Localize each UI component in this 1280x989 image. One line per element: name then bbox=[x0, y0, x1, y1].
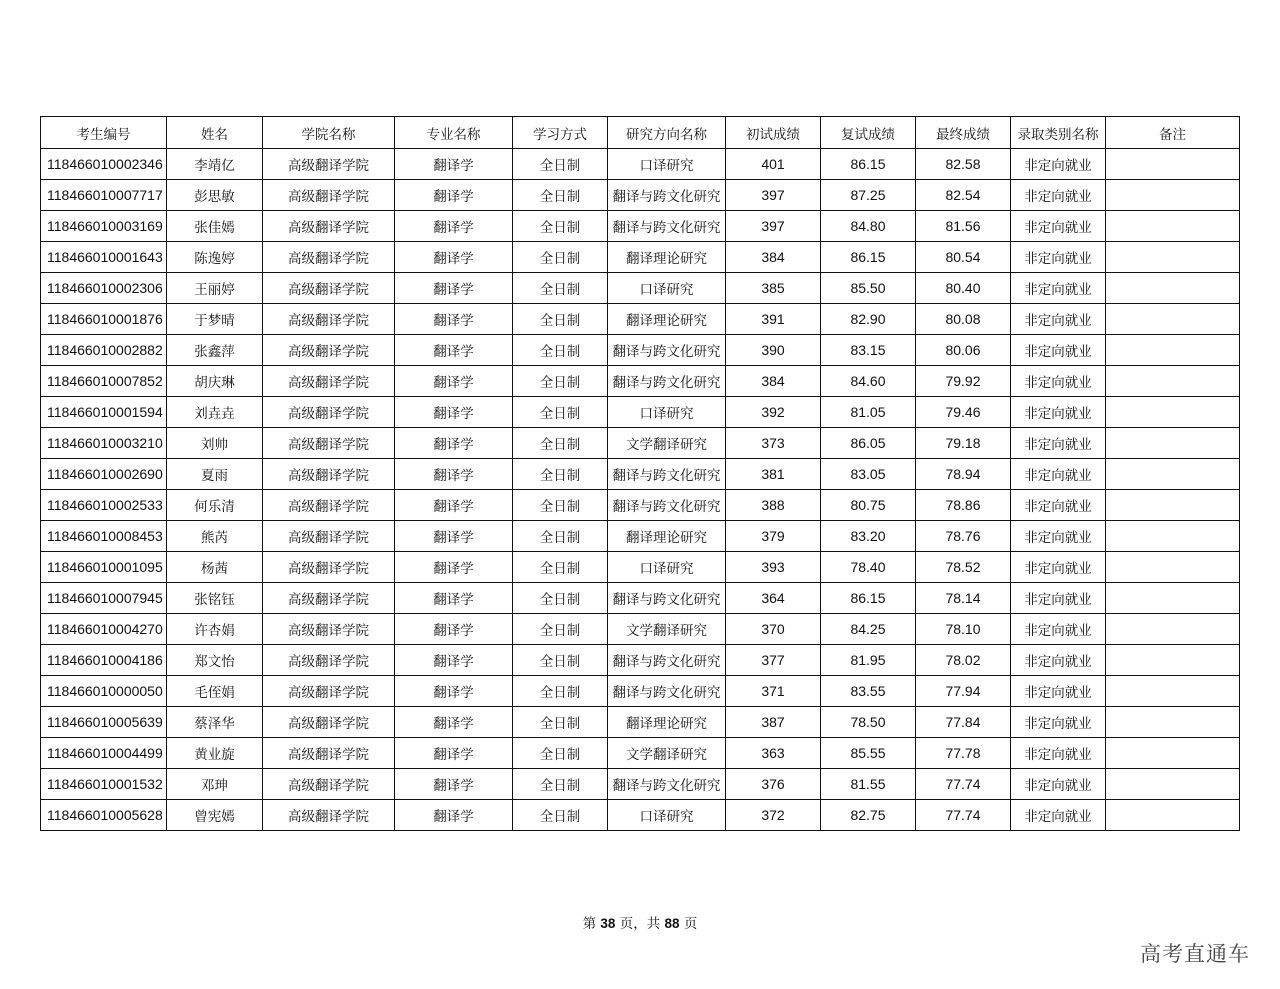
cell-research-direction: 文学翻译研究 bbox=[608, 614, 726, 645]
cell-name: 夏雨 bbox=[167, 459, 263, 490]
cell-initial-score: 388 bbox=[726, 490, 821, 521]
cell-major: 翻译学 bbox=[395, 335, 513, 366]
cell-candidate-id: 118466010001876 bbox=[41, 304, 167, 335]
cell-retest-score: 85.55 bbox=[821, 738, 916, 769]
cell-major: 翻译学 bbox=[395, 800, 513, 831]
cell-study-mode: 全日制 bbox=[513, 738, 608, 769]
cell-college: 高级翻译学院 bbox=[263, 490, 395, 521]
cell-candidate-id: 118466010005639 bbox=[41, 707, 167, 738]
cell-major: 翻译学 bbox=[395, 242, 513, 273]
cell-retest-score: 86.15 bbox=[821, 583, 916, 614]
cell-admission-category: 非定向就业 bbox=[1011, 707, 1106, 738]
cell-college: 高级翻译学院 bbox=[263, 459, 395, 490]
cell-remarks bbox=[1106, 490, 1240, 521]
cell-retest-score: 84.60 bbox=[821, 366, 916, 397]
cell-college: 高级翻译学院 bbox=[263, 149, 395, 180]
cell-admission-category: 非定向就业 bbox=[1011, 149, 1106, 180]
cell-study-mode: 全日制 bbox=[513, 273, 608, 304]
cell-final-score: 77.94 bbox=[916, 676, 1011, 707]
footer-prefix: 第 bbox=[582, 916, 597, 932]
cell-name: 王丽婷 bbox=[167, 273, 263, 304]
cell-initial-score: 387 bbox=[726, 707, 821, 738]
cell-retest-score: 86.05 bbox=[821, 428, 916, 459]
table-row bbox=[41, 149, 1240, 180]
cell-candidate-id: 118466010007852 bbox=[41, 366, 167, 397]
cell-study-mode: 全日制 bbox=[513, 304, 608, 335]
cell-remarks bbox=[1106, 614, 1240, 645]
table-row bbox=[41, 676, 1240, 707]
cell-research-direction: 翻译与跨文化研究 bbox=[608, 490, 726, 521]
cell-admission-category: 非定向就业 bbox=[1011, 645, 1106, 676]
admission-table bbox=[40, 116, 1240, 831]
cell-name: 刘垚垚 bbox=[167, 397, 263, 428]
cell-final-score: 77.84 bbox=[916, 707, 1011, 738]
table-row bbox=[41, 521, 1240, 552]
cell-research-direction: 翻译与跨文化研究 bbox=[608, 645, 726, 676]
cell-admission-category: 非定向就业 bbox=[1011, 676, 1106, 707]
cell-research-direction: 翻译与跨文化研究 bbox=[608, 769, 726, 800]
cell-candidate-id: 118466010002533 bbox=[41, 490, 167, 521]
cell-admission-category: 非定向就业 bbox=[1011, 552, 1106, 583]
cell-remarks bbox=[1106, 769, 1240, 800]
cell-name: 张佳嫣 bbox=[167, 211, 263, 242]
cell-remarks bbox=[1106, 397, 1240, 428]
cell-major: 翻译学 bbox=[395, 614, 513, 645]
cell-retest-score: 81.55 bbox=[821, 769, 916, 800]
cell-major: 翻译学 bbox=[395, 211, 513, 242]
cell-remarks bbox=[1106, 645, 1240, 676]
table-row bbox=[41, 242, 1240, 273]
cell-remarks bbox=[1106, 366, 1240, 397]
cell-final-score: 82.58 bbox=[916, 149, 1011, 180]
cell-study-mode: 全日制 bbox=[513, 676, 608, 707]
cell-study-mode: 全日制 bbox=[513, 707, 608, 738]
cell-name: 熊芮 bbox=[167, 521, 263, 552]
cell-remarks bbox=[1106, 459, 1240, 490]
header-major: 专业名称 bbox=[395, 117, 513, 149]
cell-retest-score: 86.15 bbox=[821, 242, 916, 273]
table-row bbox=[41, 211, 1240, 242]
cell-initial-score: 363 bbox=[726, 738, 821, 769]
cell-final-score: 80.08 bbox=[916, 304, 1011, 335]
cell-initial-score: 393 bbox=[726, 552, 821, 583]
cell-name: 李靖亿 bbox=[167, 149, 263, 180]
cell-retest-score: 82.90 bbox=[821, 304, 916, 335]
cell-study-mode: 全日制 bbox=[513, 242, 608, 273]
cell-initial-score: 381 bbox=[726, 459, 821, 490]
cell-major: 翻译学 bbox=[395, 707, 513, 738]
cell-college: 高级翻译学院 bbox=[263, 738, 395, 769]
cell-remarks bbox=[1106, 149, 1240, 180]
cell-final-score: 78.02 bbox=[916, 645, 1011, 676]
cell-retest-score: 86.15 bbox=[821, 149, 916, 180]
cell-name: 于梦晴 bbox=[167, 304, 263, 335]
cell-major: 翻译学 bbox=[395, 180, 513, 211]
table-row bbox=[41, 738, 1240, 769]
cell-admission-category: 非定向就业 bbox=[1011, 583, 1106, 614]
cell-study-mode: 全日制 bbox=[513, 583, 608, 614]
cell-retest-score: 81.05 bbox=[821, 397, 916, 428]
cell-remarks bbox=[1106, 304, 1240, 335]
cell-candidate-id: 118466010002346 bbox=[41, 149, 167, 180]
cell-major: 翻译学 bbox=[395, 738, 513, 769]
cell-research-direction: 翻译与跨文化研究 bbox=[608, 366, 726, 397]
cell-final-score: 77.78 bbox=[916, 738, 1011, 769]
table-row bbox=[41, 552, 1240, 583]
footer-suffix: 页 bbox=[683, 916, 698, 932]
cell-remarks bbox=[1106, 428, 1240, 459]
cell-initial-score: 373 bbox=[726, 428, 821, 459]
cell-major: 翻译学 bbox=[395, 521, 513, 552]
cell-retest-score: 83.05 bbox=[821, 459, 916, 490]
table-row bbox=[41, 273, 1240, 304]
admission-list-sheet bbox=[40, 116, 1239, 831]
cell-retest-score: 78.40 bbox=[821, 552, 916, 583]
cell-initial-score: 376 bbox=[726, 769, 821, 800]
cell-retest-score: 80.75 bbox=[821, 490, 916, 521]
table-header-row bbox=[41, 117, 1240, 149]
cell-retest-score: 84.80 bbox=[821, 211, 916, 242]
cell-major: 翻译学 bbox=[395, 583, 513, 614]
cell-major: 翻译学 bbox=[395, 273, 513, 304]
footer-middle: 页，共 bbox=[619, 916, 661, 932]
cell-study-mode: 全日制 bbox=[513, 800, 608, 831]
cell-study-mode: 全日制 bbox=[513, 149, 608, 180]
cell-candidate-id: 118466010001532 bbox=[41, 769, 167, 800]
cell-remarks bbox=[1106, 707, 1240, 738]
cell-admission-category: 非定向就业 bbox=[1011, 490, 1106, 521]
cell-initial-score: 385 bbox=[726, 273, 821, 304]
cell-name: 刘帅 bbox=[167, 428, 263, 459]
cell-study-mode: 全日制 bbox=[513, 397, 608, 428]
cell-college: 高级翻译学院 bbox=[263, 552, 395, 583]
cell-college: 高级翻译学院 bbox=[263, 180, 395, 211]
cell-name: 曾宪嫣 bbox=[167, 800, 263, 831]
table-body bbox=[41, 149, 1240, 831]
cell-study-mode: 全日制 bbox=[513, 552, 608, 583]
cell-candidate-id: 118466010005628 bbox=[41, 800, 167, 831]
watermark: 高考直通车 bbox=[1140, 942, 1250, 966]
cell-name: 何乐清 bbox=[167, 490, 263, 521]
cell-candidate-id: 118466010004270 bbox=[41, 614, 167, 645]
cell-name: 邓珅 bbox=[167, 769, 263, 800]
cell-candidate-id: 118466010003210 bbox=[41, 428, 167, 459]
cell-admission-category: 非定向就业 bbox=[1011, 769, 1106, 800]
cell-major: 翻译学 bbox=[395, 149, 513, 180]
cell-name: 毛侄娟 bbox=[167, 676, 263, 707]
cell-retest-score: 84.25 bbox=[821, 614, 916, 645]
table-row bbox=[41, 769, 1240, 800]
cell-major: 翻译学 bbox=[395, 366, 513, 397]
table-row bbox=[41, 800, 1240, 831]
cell-research-direction: 翻译与跨文化研究 bbox=[608, 180, 726, 211]
cell-retest-score: 87.25 bbox=[821, 180, 916, 211]
footer-page-number: 38 bbox=[600, 916, 616, 931]
cell-candidate-id: 118466010004186 bbox=[41, 645, 167, 676]
cell-research-direction: 翻译与跨文化研究 bbox=[608, 676, 726, 707]
cell-name: 张鑫萍 bbox=[167, 335, 263, 366]
cell-final-score: 77.74 bbox=[916, 769, 1011, 800]
cell-study-mode: 全日制 bbox=[513, 366, 608, 397]
cell-name: 蔡泽华 bbox=[167, 707, 263, 738]
header-final-score: 最终成绩 bbox=[916, 117, 1011, 149]
cell-name: 胡庆琳 bbox=[167, 366, 263, 397]
table-row bbox=[41, 397, 1240, 428]
cell-candidate-id: 118466010001643 bbox=[41, 242, 167, 273]
cell-research-direction: 翻译理论研究 bbox=[608, 304, 726, 335]
cell-research-direction: 口译研究 bbox=[608, 800, 726, 831]
cell-admission-category: 非定向就业 bbox=[1011, 800, 1106, 831]
cell-major: 翻译学 bbox=[395, 490, 513, 521]
cell-research-direction: 文学翻译研究 bbox=[608, 428, 726, 459]
cell-college: 高级翻译学院 bbox=[263, 521, 395, 552]
cell-initial-score: 384 bbox=[726, 366, 821, 397]
cell-final-score: 79.46 bbox=[916, 397, 1011, 428]
cell-initial-score: 372 bbox=[726, 800, 821, 831]
cell-college: 高级翻译学院 bbox=[263, 676, 395, 707]
cell-candidate-id: 118466010000050 bbox=[41, 676, 167, 707]
cell-remarks bbox=[1106, 552, 1240, 583]
cell-study-mode: 全日制 bbox=[513, 211, 608, 242]
table-row bbox=[41, 490, 1240, 521]
cell-name: 陈逸婷 bbox=[167, 242, 263, 273]
cell-final-score: 78.94 bbox=[916, 459, 1011, 490]
cell-study-mode: 全日制 bbox=[513, 769, 608, 800]
cell-college: 高级翻译学院 bbox=[263, 211, 395, 242]
cell-candidate-id: 118466010001095 bbox=[41, 552, 167, 583]
cell-remarks bbox=[1106, 180, 1240, 211]
header-initial-score: 初试成绩 bbox=[726, 117, 821, 149]
cell-research-direction: 翻译与跨文化研究 bbox=[608, 211, 726, 242]
table-row bbox=[41, 459, 1240, 490]
cell-initial-score: 384 bbox=[726, 242, 821, 273]
cell-admission-category: 非定向就业 bbox=[1011, 428, 1106, 459]
cell-initial-score: 379 bbox=[726, 521, 821, 552]
cell-final-score: 78.86 bbox=[916, 490, 1011, 521]
cell-final-score: 78.76 bbox=[916, 521, 1011, 552]
cell-research-direction: 口译研究 bbox=[608, 273, 726, 304]
cell-final-score: 79.18 bbox=[916, 428, 1011, 459]
cell-college: 高级翻译学院 bbox=[263, 397, 395, 428]
cell-college: 高级翻译学院 bbox=[263, 428, 395, 459]
cell-admission-category: 非定向就业 bbox=[1011, 242, 1106, 273]
cell-retest-score: 83.55 bbox=[821, 676, 916, 707]
cell-remarks bbox=[1106, 738, 1240, 769]
cell-candidate-id: 118466010003169 bbox=[41, 211, 167, 242]
cell-research-direction: 口译研究 bbox=[608, 552, 726, 583]
cell-initial-score: 364 bbox=[726, 583, 821, 614]
cell-remarks bbox=[1106, 335, 1240, 366]
cell-candidate-id: 118466010001594 bbox=[41, 397, 167, 428]
cell-major: 翻译学 bbox=[395, 428, 513, 459]
cell-candidate-id: 118466010002690 bbox=[41, 459, 167, 490]
cell-research-direction: 翻译理论研究 bbox=[608, 707, 726, 738]
cell-admission-category: 非定向就业 bbox=[1011, 180, 1106, 211]
cell-college: 高级翻译学院 bbox=[263, 366, 395, 397]
table-row bbox=[41, 645, 1240, 676]
cell-remarks bbox=[1106, 583, 1240, 614]
cell-admission-category: 非定向就业 bbox=[1011, 521, 1106, 552]
cell-retest-score: 83.15 bbox=[821, 335, 916, 366]
cell-major: 翻译学 bbox=[395, 676, 513, 707]
cell-admission-category: 非定向就业 bbox=[1011, 304, 1106, 335]
cell-admission-category: 非定向就业 bbox=[1011, 335, 1106, 366]
page-footer bbox=[0, 912, 1280, 932]
cell-final-score: 81.56 bbox=[916, 211, 1011, 242]
table-row bbox=[41, 583, 1240, 614]
cell-major: 翻译学 bbox=[395, 769, 513, 800]
cell-admission-category: 非定向就业 bbox=[1011, 614, 1106, 645]
cell-research-direction: 翻译与跨文化研究 bbox=[608, 335, 726, 366]
cell-college: 高级翻译学院 bbox=[263, 242, 395, 273]
cell-final-score: 80.54 bbox=[916, 242, 1011, 273]
cell-candidate-id: 118466010007945 bbox=[41, 583, 167, 614]
cell-final-score: 78.10 bbox=[916, 614, 1011, 645]
cell-research-direction: 翻译与跨文化研究 bbox=[608, 459, 726, 490]
cell-initial-score: 390 bbox=[726, 335, 821, 366]
cell-name: 杨茜 bbox=[167, 552, 263, 583]
cell-remarks bbox=[1106, 521, 1240, 552]
cell-final-score: 78.14 bbox=[916, 583, 1011, 614]
cell-retest-score: 85.50 bbox=[821, 273, 916, 304]
cell-final-score: 79.92 bbox=[916, 366, 1011, 397]
cell-admission-category: 非定向就业 bbox=[1011, 211, 1106, 242]
table-row bbox=[41, 428, 1240, 459]
cell-remarks bbox=[1106, 242, 1240, 273]
cell-college: 高级翻译学院 bbox=[263, 645, 395, 676]
cell-study-mode: 全日制 bbox=[513, 335, 608, 366]
table-row bbox=[41, 335, 1240, 366]
cell-major: 翻译学 bbox=[395, 552, 513, 583]
cell-candidate-id: 118466010002882 bbox=[41, 335, 167, 366]
cell-name: 郑文怡 bbox=[167, 645, 263, 676]
cell-admission-category: 非定向就业 bbox=[1011, 459, 1106, 490]
cell-initial-score: 370 bbox=[726, 614, 821, 645]
cell-admission-category: 非定向就业 bbox=[1011, 273, 1106, 304]
header-college: 学院名称 bbox=[263, 117, 395, 149]
header-admission-category: 录取类别名称 bbox=[1011, 117, 1106, 149]
cell-retest-score: 81.95 bbox=[821, 645, 916, 676]
cell-study-mode: 全日制 bbox=[513, 428, 608, 459]
cell-study-mode: 全日制 bbox=[513, 180, 608, 211]
cell-candidate-id: 118466010007717 bbox=[41, 180, 167, 211]
cell-college: 高级翻译学院 bbox=[263, 800, 395, 831]
cell-college: 高级翻译学院 bbox=[263, 273, 395, 304]
table-row bbox=[41, 614, 1240, 645]
cell-college: 高级翻译学院 bbox=[263, 614, 395, 645]
header-name: 姓名 bbox=[167, 117, 263, 149]
cell-college: 高级翻译学院 bbox=[263, 707, 395, 738]
cell-college: 高级翻译学院 bbox=[263, 583, 395, 614]
header-research-direction: 研究方向名称 bbox=[608, 117, 726, 149]
cell-college: 高级翻译学院 bbox=[263, 769, 395, 800]
cell-college: 高级翻译学院 bbox=[263, 335, 395, 366]
cell-remarks bbox=[1106, 676, 1240, 707]
cell-admission-category: 非定向就业 bbox=[1011, 397, 1106, 428]
cell-name: 彭思敏 bbox=[167, 180, 263, 211]
header-retest-score: 复试成绩 bbox=[821, 117, 916, 149]
cell-initial-score: 371 bbox=[726, 676, 821, 707]
cell-admission-category: 非定向就业 bbox=[1011, 738, 1106, 769]
cell-research-direction: 口译研究 bbox=[608, 397, 726, 428]
cell-major: 翻译学 bbox=[395, 304, 513, 335]
cell-final-score: 80.40 bbox=[916, 273, 1011, 304]
header-study-mode: 学习方式 bbox=[513, 117, 608, 149]
cell-initial-score: 397 bbox=[726, 211, 821, 242]
cell-major: 翻译学 bbox=[395, 397, 513, 428]
cell-initial-score: 392 bbox=[726, 397, 821, 428]
table-row bbox=[41, 366, 1240, 397]
cell-candidate-id: 118466010008453 bbox=[41, 521, 167, 552]
cell-initial-score: 377 bbox=[726, 645, 821, 676]
cell-study-mode: 全日制 bbox=[513, 459, 608, 490]
cell-initial-score: 397 bbox=[726, 180, 821, 211]
footer-total-pages: 88 bbox=[664, 916, 680, 931]
cell-final-score: 77.74 bbox=[916, 800, 1011, 831]
cell-final-score: 82.54 bbox=[916, 180, 1011, 211]
header-candidate-id: 考生编号 bbox=[41, 117, 167, 149]
cell-admission-category: 非定向就业 bbox=[1011, 366, 1106, 397]
cell-final-score: 78.52 bbox=[916, 552, 1011, 583]
cell-final-score: 80.06 bbox=[916, 335, 1011, 366]
cell-retest-score: 82.75 bbox=[821, 800, 916, 831]
cell-name: 张铭钰 bbox=[167, 583, 263, 614]
cell-remarks bbox=[1106, 800, 1240, 831]
cell-retest-score: 78.50 bbox=[821, 707, 916, 738]
cell-initial-score: 391 bbox=[726, 304, 821, 335]
cell-candidate-id: 118466010002306 bbox=[41, 273, 167, 304]
cell-initial-score: 401 bbox=[726, 149, 821, 180]
cell-remarks bbox=[1106, 211, 1240, 242]
cell-study-mode: 全日制 bbox=[513, 614, 608, 645]
cell-candidate-id: 118466010004499 bbox=[41, 738, 167, 769]
cell-study-mode: 全日制 bbox=[513, 521, 608, 552]
cell-major: 翻译学 bbox=[395, 645, 513, 676]
cell-name: 黄业旋 bbox=[167, 738, 263, 769]
cell-research-direction: 口译研究 bbox=[608, 149, 726, 180]
cell-name: 许杏娟 bbox=[167, 614, 263, 645]
cell-research-direction: 文学翻译研究 bbox=[608, 738, 726, 769]
header-remarks: 备注 bbox=[1106, 117, 1240, 149]
table-row bbox=[41, 707, 1240, 738]
table-row bbox=[41, 304, 1240, 335]
cell-research-direction: 翻译理论研究 bbox=[608, 242, 726, 273]
cell-research-direction: 翻译与跨文化研究 bbox=[608, 583, 726, 614]
cell-study-mode: 全日制 bbox=[513, 490, 608, 521]
cell-major: 翻译学 bbox=[395, 459, 513, 490]
cell-retest-score: 83.20 bbox=[821, 521, 916, 552]
cell-research-direction: 翻译理论研究 bbox=[608, 521, 726, 552]
cell-college: 高级翻译学院 bbox=[263, 304, 395, 335]
cell-remarks bbox=[1106, 273, 1240, 304]
cell-study-mode: 全日制 bbox=[513, 645, 608, 676]
table-row bbox=[41, 180, 1240, 211]
